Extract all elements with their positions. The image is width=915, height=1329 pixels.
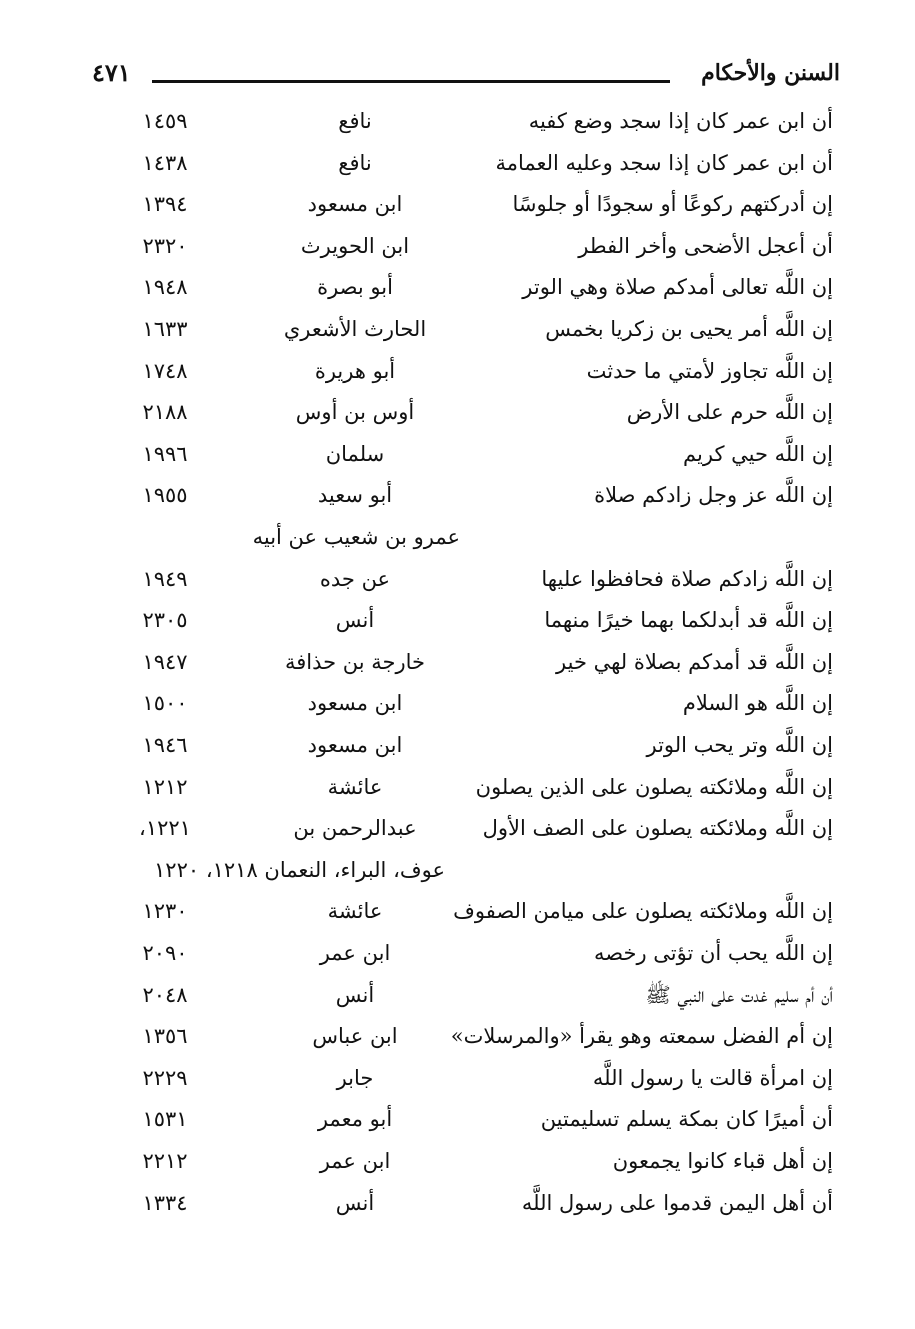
index-row bbox=[0, 766, 915, 808]
narrator-name: أبو سعيد bbox=[317, 483, 393, 508]
index-row bbox=[0, 1098, 915, 1140]
hadith-incipit: إن اللَّه وملائكته يصلون على الذين يصلون bbox=[475, 774, 833, 799]
hadith-number: ١٧٤٨ bbox=[142, 358, 188, 383]
narrator-name: ابن مسعود bbox=[307, 691, 403, 716]
hadith-number: ١٢١٢ bbox=[142, 774, 188, 799]
narrator-name: سلمان bbox=[325, 441, 385, 466]
narrator-name: جابر bbox=[336, 1065, 374, 1090]
hadith-number: ١٩٤٦ bbox=[142, 733, 188, 757]
index-row bbox=[0, 391, 915, 433]
index-row bbox=[0, 142, 915, 184]
narrator-name: ابن الحويرث bbox=[300, 233, 410, 258]
index-row bbox=[0, 433, 915, 475]
index-row bbox=[0, 474, 915, 516]
hadith-incipit: أن أعجل الأضحى وأخر الفطر bbox=[578, 233, 833, 258]
hadith-number: ١٣٩٤ bbox=[142, 192, 188, 217]
index-row bbox=[0, 1182, 915, 1224]
hadith-number: ١٦٣٣ bbox=[142, 317, 188, 341]
index-row bbox=[0, 558, 915, 600]
hadith-number: ١٣٥٦ bbox=[142, 1024, 188, 1049]
narrator-name: خارجة بن حذافة bbox=[284, 649, 426, 674]
index-row bbox=[0, 183, 915, 225]
hadith-number: ٢٠٩٠ bbox=[142, 941, 188, 965]
hadith-number: ١٥٠٠ bbox=[142, 691, 188, 716]
hadith-number: ٢١٨٨ bbox=[142, 400, 188, 425]
index-row bbox=[0, 350, 915, 392]
index-row bbox=[0, 308, 915, 350]
narrator-name: نافع bbox=[338, 150, 372, 175]
hadith-number: ٢٠٤٨ bbox=[142, 982, 188, 1007]
index-row bbox=[0, 599, 915, 641]
index-row bbox=[0, 1057, 915, 1099]
index-row bbox=[0, 890, 915, 932]
hadith-incipit: إن اللَّه قد أمدكم بصلاة لهي خير bbox=[556, 649, 833, 674]
narrator-name: أنس bbox=[335, 608, 375, 633]
narrator-name: ابن مسعود bbox=[307, 733, 403, 757]
index-row bbox=[0, 1015, 915, 1057]
narrator-name: ابن عباس bbox=[312, 1024, 398, 1049]
page-number: ٤٧١ bbox=[92, 58, 131, 87]
hadith-number: ١٩٤٩ bbox=[142, 566, 188, 591]
narrator-name: ابن مسعود bbox=[307, 192, 403, 217]
hadith-number: ٢٣٠٥ bbox=[142, 608, 188, 633]
hadith-number: ١٩٤٧ bbox=[142, 649, 188, 674]
hadith-incipit: إن اللَّه حيي كريم bbox=[683, 441, 833, 466]
hadith-incipit: أن أميرًا كان بمكة يسلم تسليمتين bbox=[540, 1107, 833, 1132]
hadith-incipit: إن أهل قباء كانوا يجمعون bbox=[612, 1149, 833, 1173]
running-title: السنن والأحكام bbox=[701, 60, 840, 86]
hadith-number: ١٤٣٨ bbox=[142, 150, 188, 175]
narrator-name: ابن عمر bbox=[319, 1149, 391, 1173]
hadith-incipit: إن اللَّه حرم على الأرض bbox=[626, 400, 833, 425]
index-row bbox=[0, 1140, 915, 1182]
hadith-incipit: أن أهل اليمن قدموا على رسول اللَّه bbox=[521, 1190, 833, 1215]
index-row bbox=[0, 100, 915, 142]
hadith-incipit: إن اللَّه أمر يحيى بن زكريا بخمس bbox=[545, 317, 833, 341]
narrator-name: أبو هريرة bbox=[314, 358, 396, 383]
index-row bbox=[0, 225, 915, 267]
hadith-incipit: إن اللَّه عز وجل زادكم صلاة bbox=[594, 483, 833, 508]
hadith-incipit: إن اللَّه تجاوز لأمتي ما حدثت bbox=[586, 358, 833, 383]
hadith-number: ٢٢٢٩ bbox=[142, 1065, 188, 1090]
hadith-incipit: إن أم الفضل سمعته وهو يقرأ «والمرسلات» bbox=[450, 1024, 833, 1049]
narrator-name: أبو معمر bbox=[317, 1107, 393, 1132]
narrator-name: أوس بن أوس bbox=[295, 400, 415, 425]
narrator-name: أنس bbox=[335, 1190, 375, 1215]
narrator-name: عبدالرحمن بن bbox=[293, 816, 417, 841]
hadith-number: ٢٣٢٠ bbox=[142, 233, 188, 258]
continuation-row bbox=[0, 849, 915, 891]
index-row bbox=[0, 932, 915, 974]
hadith-incipit: إن اللَّه هو السلام bbox=[682, 691, 833, 716]
hadith-number: ١٣٣٤ bbox=[142, 1190, 188, 1215]
narrator-name: أنس bbox=[335, 982, 375, 1007]
hadith-incipit: إن اللَّه زادكم صلاة فحافظوا عليها bbox=[541, 566, 833, 591]
narrator-name: عن جده bbox=[319, 566, 391, 591]
narrator-name: أبو بصرة bbox=[317, 275, 393, 300]
hadith-number: ١٢٣٠ bbox=[142, 899, 188, 924]
hadith-incipit: إن اللَّه وتر يحب الوتر bbox=[646, 733, 833, 757]
hadith-incipit: إن اللَّه وملائكته يصلون على ميامن الصفوف bbox=[453, 899, 833, 924]
page-header bbox=[92, 58, 840, 98]
continuation-row bbox=[0, 516, 915, 558]
hadith-incipit: أن أم سليم غدت على النبي ﷺ bbox=[645, 982, 833, 1007]
index-row bbox=[0, 682, 915, 724]
index-row bbox=[0, 974, 915, 1016]
hadith-number: ١٩٥٥ bbox=[142, 483, 188, 508]
index-row bbox=[0, 724, 915, 766]
header-rule bbox=[152, 80, 670, 83]
index-row bbox=[0, 807, 915, 849]
narrator-name: الحارث الأشعري bbox=[283, 317, 427, 341]
hadith-number: ١٤٥٩ bbox=[142, 109, 188, 133]
narrator-name: نافع bbox=[338, 109, 372, 133]
narrator-name: عائشة bbox=[327, 774, 383, 799]
index-row bbox=[0, 641, 915, 683]
hadith-incipit: أن ابن عمر كان إذا سجد وعليه العمامة bbox=[495, 150, 833, 175]
hadith-incipit: أن ابن عمر كان إذا سجد وضع كفيه bbox=[528, 109, 833, 133]
narrator-name: ابن عمر bbox=[319, 941, 391, 965]
narrator-continuation: عمرو بن شعيب عن أبيه bbox=[252, 525, 460, 549]
hadith-incipit: إن اللَّه يحب أن تؤتى رخصه bbox=[594, 941, 833, 965]
hadith-incipit: إن أدركتهم ركوعًا أو سجودًا أو جلوسًا bbox=[512, 192, 833, 217]
hadith-number: ١٩٩٦ bbox=[142, 441, 188, 466]
hadith-number: ٢٢١٢ bbox=[142, 1149, 188, 1173]
hadith-number: ١٥٣١ bbox=[142, 1107, 188, 1132]
hadith-incipit: إن اللَّه قد أبدلكما بهما خيرًا منهما bbox=[544, 608, 833, 633]
hadith-incipit: إن اللَّه تعالى أمدكم صلاة وهي الوتر bbox=[522, 275, 833, 300]
hadith-incipit: إن اللَّه وملائكته يصلون على الصف الأول bbox=[482, 816, 833, 841]
hadith-number: ١٩٤٨ bbox=[142, 275, 188, 300]
index-row bbox=[0, 266, 915, 308]
hadith-number: ١٢٢١، bbox=[139, 816, 191, 841]
narrator-continuation: عوف، البراء، النعمان ١٢١٨، ١٢٢٠ bbox=[154, 857, 445, 882]
hadith-incipit: إن امرأة قالت يا رسول اللَّه bbox=[592, 1065, 833, 1090]
narrator-name: عائشة bbox=[327, 899, 383, 924]
